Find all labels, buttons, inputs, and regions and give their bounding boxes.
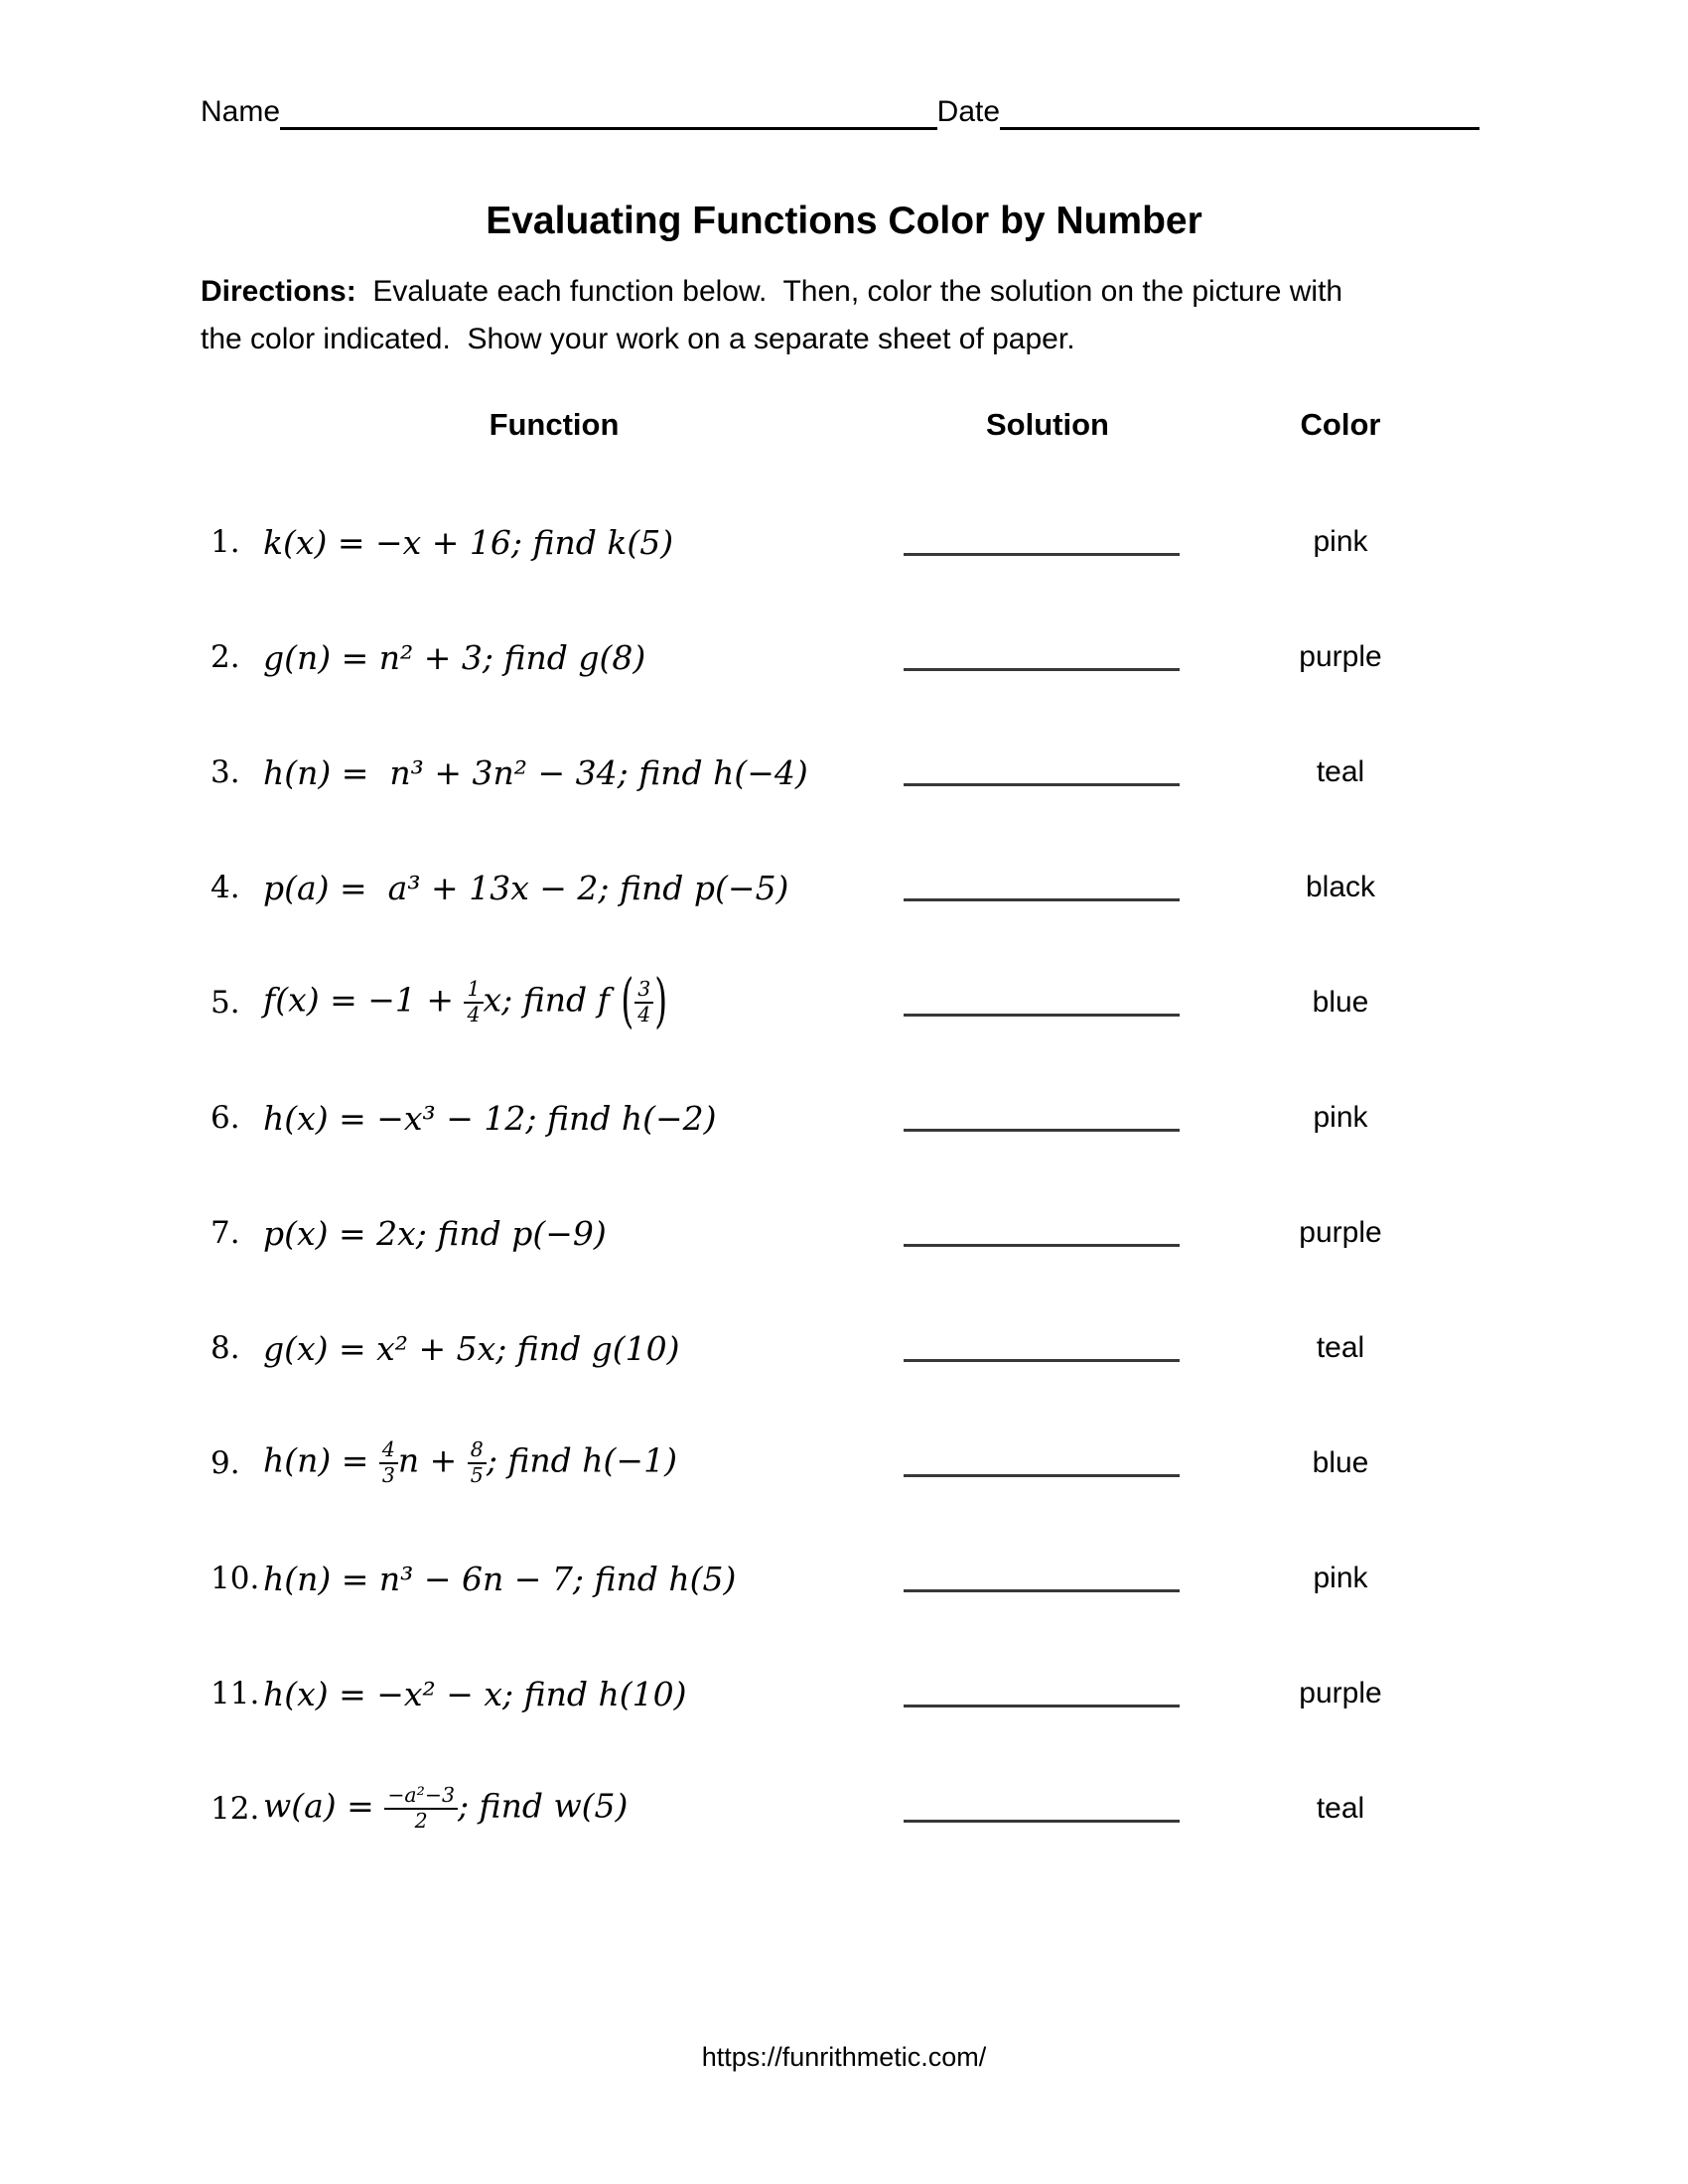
directions-line-1: Evaluate each function below. Then, color the solution on the picture with [355, 275, 1343, 308]
color-label: blue [1312, 1446, 1369, 1479]
function-expression: h(n) = $\frac{4}{3}$ n + $\frac{8}{5}$ ; find h(−1) [263, 1437, 677, 1487]
date-label: Date [936, 95, 1001, 128]
color-label: teal [1316, 1792, 1365, 1825]
solution-blank [904, 1359, 1180, 1362]
color-label: teal [1316, 755, 1365, 788]
solution-blank [904, 1589, 1180, 1592]
function-row [0, 1175, 1688, 1291]
big-parenthesis: ) [654, 965, 668, 1035]
solution-blank [904, 1129, 1180, 1132]
solution-blank [904, 898, 1180, 901]
fraction: $\frac{8}{5}$ [468, 1438, 487, 1487]
name-label: Name [201, 95, 281, 128]
row-number: 1. [211, 524, 240, 560]
function-row [0, 484, 1688, 600]
footer-url: https://funrithmetic.com/ [701, 2042, 987, 2072]
color-label: blue [1312, 986, 1369, 1019]
solution-blank [904, 553, 1180, 556]
function-expression: h(n) = n³ + 3n² − 34; find h(−4) [263, 752, 808, 792]
column-headers [0, 407, 1688, 447]
row-number: 4. [211, 870, 240, 905]
row-number: 12. [211, 1791, 260, 1827]
solution-blank [904, 1014, 1180, 1017]
row-number: 8. [211, 1330, 240, 1366]
directions-label: Directions: [201, 275, 356, 308]
color-label: pink [1313, 1101, 1368, 1134]
function-row [0, 600, 1688, 715]
row-number: 9. [211, 1445, 240, 1481]
solution-blank [904, 1244, 1180, 1247]
function-row [0, 1291, 1688, 1406]
row-number: 11. [211, 1676, 260, 1711]
function-row [0, 1636, 1688, 1751]
solution-blank [904, 1474, 1180, 1477]
fraction: $\frac{1}{4}$ [464, 978, 483, 1026]
function-expression: k(x) = −x + 16; find k(5) [263, 522, 674, 562]
row-number: 7. [211, 1215, 240, 1251]
column-header-function: Function [489, 407, 620, 442]
function-expression: h(x) = −x³ − 12; find h(−2) [263, 1098, 717, 1138]
column-header-solution: Solution [986, 407, 1109, 442]
name-date-header [201, 93, 1479, 131]
function-expression: h(x) = −x² − x; find h(10) [263, 1674, 687, 1713]
directions [201, 268, 1551, 363]
function-expression: g(n) = n² + 3; find g(8) [263, 637, 646, 677]
name-blank-line [280, 93, 937, 130]
function-row [0, 1751, 1688, 1866]
function-expression: p(x) = 2x; find p(−9) [263, 1213, 607, 1253]
fraction: $\frac{4}{3}$ [379, 1438, 398, 1487]
function-rows [0, 484, 1688, 1866]
solution-blank [904, 1705, 1180, 1707]
solution-blank [904, 783, 1180, 786]
row-number: 3. [211, 754, 240, 790]
color-label: purple [1299, 1677, 1382, 1709]
column-header-color: Color [1300, 407, 1381, 442]
row-number: 6. [211, 1100, 240, 1136]
directions-line-2: the color indicated. Show your work on a separate sheet of paper. [201, 323, 1075, 355]
function-expression: w(a) = $\frac{\text{−a²−3}}{2}$ ; find w(5) [263, 1783, 629, 1833]
function-row [0, 1521, 1688, 1636]
fraction: $\frac{3}{4}$ [634, 978, 653, 1026]
function-expression: g(x) = x² + 5x; find g(10) [263, 1328, 680, 1368]
row-number: 10. [211, 1561, 260, 1596]
function-row [0, 1060, 1688, 1175]
color-label: purple [1299, 1216, 1382, 1249]
function-row [0, 715, 1688, 830]
function-row [0, 830, 1688, 945]
function-expression: p(a) = a³ + 13x − 2; find p(−5) [263, 868, 789, 907]
big-parenthesis: ( [621, 965, 634, 1035]
color-label: pink [1313, 525, 1368, 558]
function-row [0, 945, 1688, 1060]
row-number: 2. [211, 639, 240, 675]
function-expression: h(n) = n³ − 6n − 7; find h(5) [263, 1559, 737, 1598]
color-label: black [1305, 871, 1376, 903]
solution-blank [904, 1820, 1180, 1823]
color-label: teal [1316, 1331, 1365, 1364]
fraction: $\frac{\text{−a²−3}}{2}$ [384, 1784, 458, 1833]
function-row [0, 1406, 1688, 1521]
date-blank-line [1000, 93, 1479, 130]
solution-blank [904, 668, 1180, 671]
page-title: Evaluating Functions Color by Number [486, 200, 1202, 242]
row-number: 5. [211, 985, 240, 1021]
color-label: pink [1313, 1562, 1368, 1594]
color-label: purple [1299, 640, 1382, 673]
function-expression: f(x) = −1 + $\frac{1}{4}$ x; find f ( $\frac{3}{4}$ ) [263, 965, 668, 1035]
